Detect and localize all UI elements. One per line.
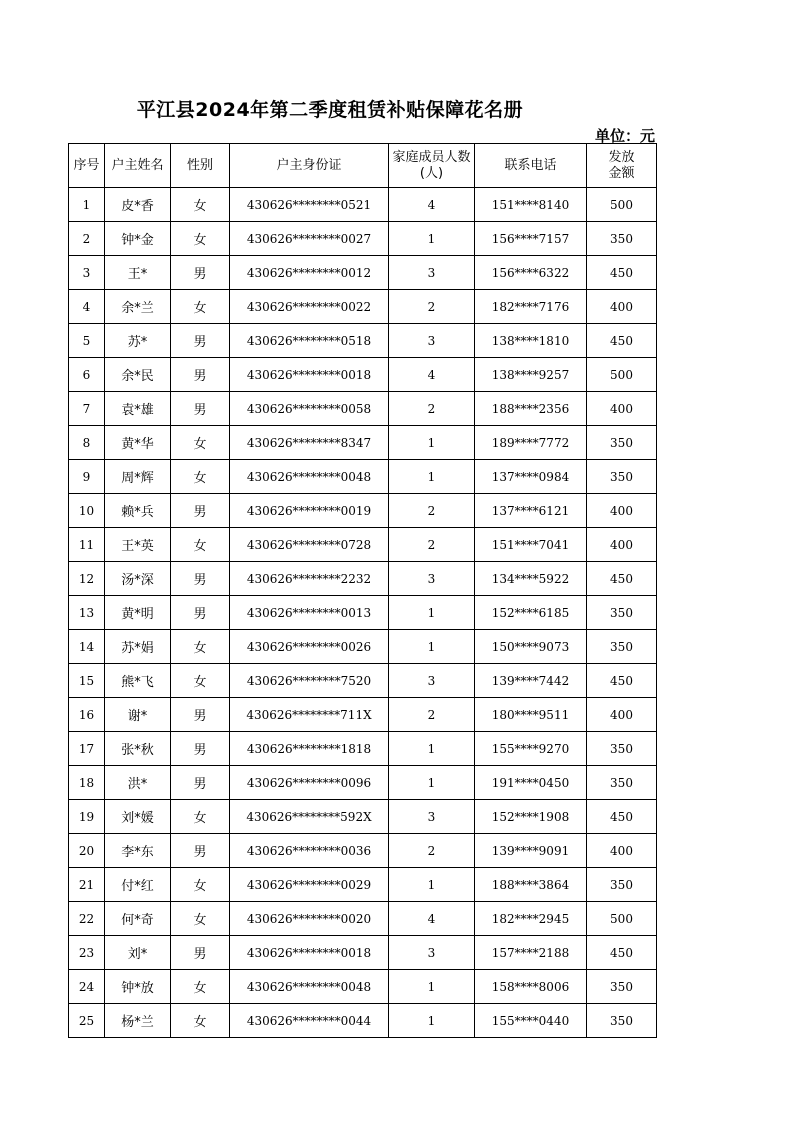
cell-phone: 155****0440 bbox=[475, 1004, 587, 1038]
cell-name: 杨*兰 bbox=[105, 1004, 171, 1038]
cell-seq: 1 bbox=[69, 188, 105, 222]
cell-seq: 25 bbox=[69, 1004, 105, 1038]
cell-gender: 女 bbox=[171, 664, 230, 698]
cell-amount: 350 bbox=[587, 1004, 657, 1038]
cell-id-number: 430626********7520 bbox=[230, 664, 389, 698]
cell-seq: 11 bbox=[69, 528, 105, 562]
cell-phone: 137****6121 bbox=[475, 494, 587, 528]
cell-members: 2 bbox=[389, 392, 475, 426]
table-row bbox=[69, 528, 657, 562]
cell-gender: 男 bbox=[171, 834, 230, 868]
cell-phone: 189****7772 bbox=[475, 426, 587, 460]
table-row bbox=[69, 936, 657, 970]
cell-phone: 152****1908 bbox=[475, 800, 587, 834]
cell-seq: 5 bbox=[69, 324, 105, 358]
cell-id-number: 430626********0048 bbox=[230, 460, 389, 494]
cell-members: 2 bbox=[389, 290, 475, 324]
cell-id-number: 430626********0013 bbox=[230, 596, 389, 630]
cell-members: 1 bbox=[389, 460, 475, 494]
cell-amount: 450 bbox=[587, 664, 657, 698]
cell-gender: 女 bbox=[171, 460, 230, 494]
cell-phone: 138****1810 bbox=[475, 324, 587, 358]
cell-gender: 女 bbox=[171, 970, 230, 1004]
cell-members: 1 bbox=[389, 766, 475, 800]
cell-id-number: 430626********0026 bbox=[230, 630, 389, 664]
cell-phone: 139****9091 bbox=[475, 834, 587, 868]
cell-phone: 156****7157 bbox=[475, 222, 587, 256]
cell-amount: 450 bbox=[587, 800, 657, 834]
subsidy-roster-table bbox=[68, 143, 657, 1038]
table-row bbox=[69, 800, 657, 834]
cell-phone: 182****2945 bbox=[475, 902, 587, 936]
cell-members: 4 bbox=[389, 358, 475, 392]
cell-name: 黄*明 bbox=[105, 596, 171, 630]
cell-gender: 男 bbox=[171, 256, 230, 290]
table-row bbox=[69, 494, 657, 528]
cell-seq: 21 bbox=[69, 868, 105, 902]
table-row bbox=[69, 630, 657, 664]
cell-id-number: 430626********0029 bbox=[230, 868, 389, 902]
cell-name: 苏*娟 bbox=[105, 630, 171, 664]
table-row bbox=[69, 868, 657, 902]
table-row bbox=[69, 324, 657, 358]
cell-id-number: 430626********0058 bbox=[230, 392, 389, 426]
table-row bbox=[69, 664, 657, 698]
cell-id-number: 430626********0018 bbox=[230, 936, 389, 970]
cell-members: 1 bbox=[389, 596, 475, 630]
cell-phone: 156****6322 bbox=[475, 256, 587, 290]
cell-phone: 134****5922 bbox=[475, 562, 587, 596]
table-row bbox=[69, 188, 657, 222]
cell-amount: 450 bbox=[587, 936, 657, 970]
cell-seq: 7 bbox=[69, 392, 105, 426]
cell-amount: 400 bbox=[587, 528, 657, 562]
cell-members: 1 bbox=[389, 868, 475, 902]
cell-phone: 188****3864 bbox=[475, 868, 587, 902]
cell-phone: 180****9511 bbox=[475, 698, 587, 732]
cell-gender: 男 bbox=[171, 596, 230, 630]
cell-seq: 19 bbox=[69, 800, 105, 834]
table-row bbox=[69, 426, 657, 460]
cell-name: 洪* bbox=[105, 766, 171, 800]
cell-seq: 16 bbox=[69, 698, 105, 732]
header-id: 户主身份证 bbox=[230, 144, 389, 188]
cell-seq: 2 bbox=[69, 222, 105, 256]
cell-gender: 女 bbox=[171, 528, 230, 562]
cell-id-number: 430626********0022 bbox=[230, 290, 389, 324]
table-row bbox=[69, 562, 657, 596]
table-row bbox=[69, 902, 657, 936]
cell-id-number: 430626********1818 bbox=[230, 732, 389, 766]
cell-seq: 13 bbox=[69, 596, 105, 630]
cell-amount: 400 bbox=[587, 698, 657, 732]
cell-amount: 450 bbox=[587, 324, 657, 358]
table-header-row bbox=[69, 144, 657, 188]
cell-seq: 14 bbox=[69, 630, 105, 664]
cell-name: 周*辉 bbox=[105, 460, 171, 494]
cell-amount: 350 bbox=[587, 222, 657, 256]
cell-amount: 500 bbox=[587, 902, 657, 936]
cell-amount: 350 bbox=[587, 460, 657, 494]
table-row bbox=[69, 732, 657, 766]
cell-members: 3 bbox=[389, 800, 475, 834]
table-row bbox=[69, 460, 657, 494]
cell-name: 付*红 bbox=[105, 868, 171, 902]
header-name: 户主姓名 bbox=[105, 144, 171, 188]
table-row bbox=[69, 834, 657, 868]
cell-phone: 152****6185 bbox=[475, 596, 587, 630]
cell-members: 1 bbox=[389, 970, 475, 1004]
cell-members: 1 bbox=[389, 222, 475, 256]
cell-gender: 女 bbox=[171, 800, 230, 834]
cell-gender: 女 bbox=[171, 290, 230, 324]
cell-gender: 男 bbox=[171, 392, 230, 426]
cell-name: 谢* bbox=[105, 698, 171, 732]
cell-seq: 20 bbox=[69, 834, 105, 868]
cell-amount: 350 bbox=[587, 630, 657, 664]
cell-name: 李*东 bbox=[105, 834, 171, 868]
cell-phone: 157****2188 bbox=[475, 936, 587, 970]
cell-amount: 350 bbox=[587, 596, 657, 630]
cell-seq: 22 bbox=[69, 902, 105, 936]
header-members-line2: (人) bbox=[419, 165, 444, 181]
cell-gender: 男 bbox=[171, 936, 230, 970]
cell-gender: 男 bbox=[171, 358, 230, 392]
cell-name: 钟*金 bbox=[105, 222, 171, 256]
cell-members: 1 bbox=[389, 630, 475, 664]
header-members bbox=[389, 144, 475, 188]
cell-seq: 15 bbox=[69, 664, 105, 698]
cell-members: 3 bbox=[389, 256, 475, 290]
cell-name: 刘*媛 bbox=[105, 800, 171, 834]
cell-amount: 350 bbox=[587, 766, 657, 800]
cell-amount: 350 bbox=[587, 732, 657, 766]
cell-seq: 8 bbox=[69, 426, 105, 460]
cell-members: 2 bbox=[389, 698, 475, 732]
cell-amount: 350 bbox=[587, 426, 657, 460]
cell-amount: 400 bbox=[587, 494, 657, 528]
document-title: 平江县2024年第二季度租赁补贴保障花名册 bbox=[136, 99, 524, 121]
cell-gender: 女 bbox=[171, 222, 230, 256]
cell-id-number: 430626********711X bbox=[230, 698, 389, 732]
cell-seq: 3 bbox=[69, 256, 105, 290]
cell-phone: 182****7176 bbox=[475, 290, 587, 324]
cell-id-number: 430626********8347 bbox=[230, 426, 389, 460]
cell-id-number: 430626********0018 bbox=[230, 358, 389, 392]
cell-gender: 女 bbox=[171, 1004, 230, 1038]
header-amount bbox=[587, 144, 657, 188]
cell-name: 袁*雄 bbox=[105, 392, 171, 426]
cell-phone: 188****2356 bbox=[475, 392, 587, 426]
cell-gender: 男 bbox=[171, 494, 230, 528]
cell-name: 张*秋 bbox=[105, 732, 171, 766]
cell-gender: 男 bbox=[171, 324, 230, 358]
table-row bbox=[69, 256, 657, 290]
cell-phone: 139****7442 bbox=[475, 664, 587, 698]
unit-label: 单位：元 bbox=[594, 127, 655, 145]
cell-id-number: 430626********0044 bbox=[230, 1004, 389, 1038]
cell-members: 3 bbox=[389, 324, 475, 358]
header-members-line1: 家庭成员人数 bbox=[392, 149, 471, 165]
cell-members: 1 bbox=[389, 1004, 475, 1038]
cell-gender: 男 bbox=[171, 766, 230, 800]
cell-id-number: 430626********0518 bbox=[230, 324, 389, 358]
cell-name: 熊*飞 bbox=[105, 664, 171, 698]
cell-gender: 男 bbox=[171, 732, 230, 766]
cell-members: 1 bbox=[389, 426, 475, 460]
cell-name: 刘* bbox=[105, 936, 171, 970]
table-row bbox=[69, 392, 657, 426]
cell-members: 1 bbox=[389, 732, 475, 766]
cell-name: 苏* bbox=[105, 324, 171, 358]
cell-amount: 450 bbox=[587, 256, 657, 290]
cell-gender: 女 bbox=[171, 902, 230, 936]
cell-seq: 6 bbox=[69, 358, 105, 392]
cell-seq: 9 bbox=[69, 460, 105, 494]
cell-id-number: 430626********0728 bbox=[230, 528, 389, 562]
header-seq: 序号 bbox=[69, 144, 105, 188]
cell-name: 汤*深 bbox=[105, 562, 171, 596]
cell-amount: 500 bbox=[587, 188, 657, 222]
cell-members: 2 bbox=[389, 494, 475, 528]
table-body bbox=[69, 188, 657, 1038]
cell-seq: 17 bbox=[69, 732, 105, 766]
cell-id-number: 430626********0048 bbox=[230, 970, 389, 1004]
cell-id-number: 430626********0027 bbox=[230, 222, 389, 256]
cell-members: 2 bbox=[389, 834, 475, 868]
table-row bbox=[69, 358, 657, 392]
cell-name: 王*英 bbox=[105, 528, 171, 562]
cell-phone: 151****8140 bbox=[475, 188, 587, 222]
cell-phone: 150****9073 bbox=[475, 630, 587, 664]
table-row bbox=[69, 1004, 657, 1038]
cell-phone: 158****8006 bbox=[475, 970, 587, 1004]
cell-phone: 191****0450 bbox=[475, 766, 587, 800]
cell-seq: 18 bbox=[69, 766, 105, 800]
header-gender: 性别 bbox=[171, 144, 230, 188]
table-row bbox=[69, 766, 657, 800]
cell-phone: 155****9270 bbox=[475, 732, 587, 766]
cell-name: 王* bbox=[105, 256, 171, 290]
cell-phone: 151****7041 bbox=[475, 528, 587, 562]
cell-name: 何*奇 bbox=[105, 902, 171, 936]
cell-seq: 23 bbox=[69, 936, 105, 970]
cell-amount: 350 bbox=[587, 868, 657, 902]
cell-gender: 女 bbox=[171, 188, 230, 222]
cell-id-number: 430626********0012 bbox=[230, 256, 389, 290]
cell-gender: 女 bbox=[171, 426, 230, 460]
cell-id-number: 430626********0020 bbox=[230, 902, 389, 936]
cell-seq: 12 bbox=[69, 562, 105, 596]
cell-phone: 137****0984 bbox=[475, 460, 587, 494]
header-amount-line1: 发放 bbox=[608, 149, 635, 165]
cell-members: 4 bbox=[389, 188, 475, 222]
cell-name: 余*民 bbox=[105, 358, 171, 392]
cell-amount: 500 bbox=[587, 358, 657, 392]
cell-name: 黄*华 bbox=[105, 426, 171, 460]
cell-gender: 男 bbox=[171, 562, 230, 596]
cell-gender: 女 bbox=[171, 630, 230, 664]
cell-seq: 10 bbox=[69, 494, 105, 528]
cell-amount: 450 bbox=[587, 562, 657, 596]
table-row bbox=[69, 222, 657, 256]
cell-name: 钟*放 bbox=[105, 970, 171, 1004]
table-row bbox=[69, 290, 657, 324]
cell-name: 皮*香 bbox=[105, 188, 171, 222]
cell-name: 余*兰 bbox=[105, 290, 171, 324]
cell-amount: 350 bbox=[587, 970, 657, 1004]
cell-amount: 400 bbox=[587, 834, 657, 868]
cell-members: 3 bbox=[389, 562, 475, 596]
cell-id-number: 430626********0019 bbox=[230, 494, 389, 528]
header-phone: 联系电话 bbox=[475, 144, 587, 188]
table-row bbox=[69, 596, 657, 630]
cell-gender: 女 bbox=[171, 868, 230, 902]
cell-id-number: 430626********592X bbox=[230, 800, 389, 834]
cell-members: 4 bbox=[389, 902, 475, 936]
cell-phone: 138****9257 bbox=[475, 358, 587, 392]
table-row bbox=[69, 698, 657, 732]
cell-gender: 男 bbox=[171, 698, 230, 732]
cell-name: 赖*兵 bbox=[105, 494, 171, 528]
cell-id-number: 430626********0036 bbox=[230, 834, 389, 868]
cell-members: 3 bbox=[389, 664, 475, 698]
cell-id-number: 430626********2232 bbox=[230, 562, 389, 596]
cell-amount: 400 bbox=[587, 392, 657, 426]
cell-amount: 400 bbox=[587, 290, 657, 324]
cell-id-number: 430626********0521 bbox=[230, 188, 389, 222]
cell-members: 2 bbox=[389, 528, 475, 562]
cell-seq: 24 bbox=[69, 970, 105, 1004]
cell-id-number: 430626********0096 bbox=[230, 766, 389, 800]
cell-members: 3 bbox=[389, 936, 475, 970]
header-amount-line2: 金额 bbox=[608, 165, 635, 181]
cell-seq: 4 bbox=[69, 290, 105, 324]
table-row bbox=[69, 970, 657, 1004]
